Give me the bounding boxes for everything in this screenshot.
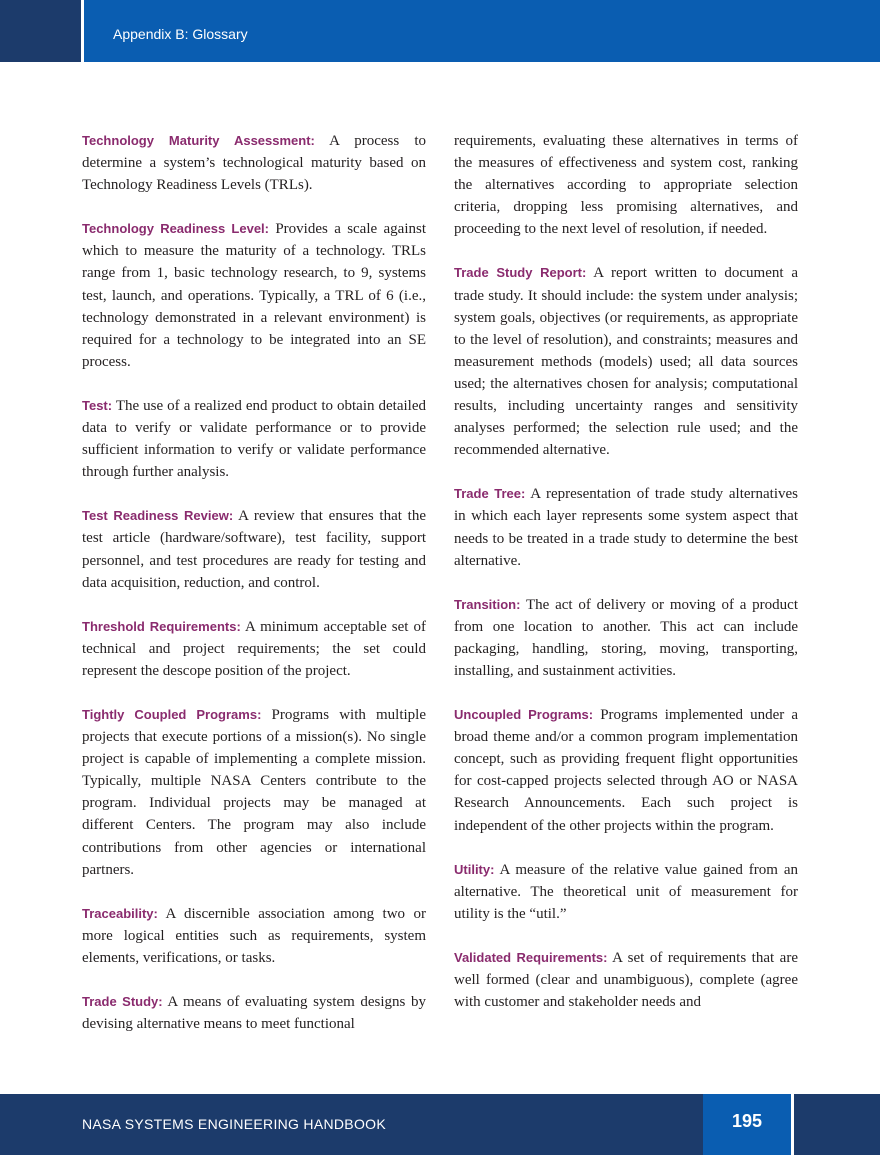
- glossary-entry: [454, 859, 798, 925]
- glossary-term: Technology Readiness Level:: [82, 221, 269, 237]
- glossary-definition: A measure of the relative value gained from an alternative. The theoretical unit of measurement for utility is the “util.”: [454, 861, 798, 922]
- glossary-entry: [82, 505, 426, 593]
- glossary-term: Technology Maturity Assessment:: [82, 133, 315, 148]
- glossary-entry: [454, 483, 798, 571]
- glossary-definition: A report written to document a trade study. It should include: the system under analysis; system goals, objectives (or requirements, as appropriate to the level of resolution), and constraints; measures and measurement methods (models) used; all data sources used; the alternatives chosen for analysis; computational results, including uncertainty ranges and sensitivity analyses performed; the selection rule used; and the recommended alternative.: [454, 265, 798, 459]
- glossary-term: Tightly Coupled Programs:: [82, 706, 262, 722]
- glossary-definition: A representation of trade study alternatives in which each layer represents some system aspect that needs to be treated in a trade study to determine the best alternative.: [454, 486, 799, 569]
- glossary-term: Test Readiness Review:: [82, 508, 234, 524]
- glossary-term: Transition:: [454, 596, 521, 612]
- glossary-entry: [454, 704, 798, 837]
- glossary-entry: [82, 704, 426, 881]
- glossary-entry: [82, 130, 426, 196]
- glossary-definition: A discernible association among two or more logical entities such as requirements, system elements, verifications, or tasks.: [82, 905, 426, 966]
- left-column: [82, 130, 426, 1057]
- glossary-continuation: requirements, evaluating these alternatives in terms of the measures of effectiveness and system cost, ranking the alternatives according to appropriate selection criteria, dropping less promising alternatives, and proceeding to the next level of resolution, if needed.: [454, 133, 798, 238]
- glossary-term: Test:: [82, 397, 113, 413]
- glossary-term: Trade Tree:: [454, 486, 526, 502]
- glossary-definition: A means of evaluating system designs by devising alternative means to meet functional: [82, 994, 426, 1033]
- footer-divider: [791, 1094, 794, 1155]
- glossary-term: Uncoupled Programs:: [454, 707, 594, 723]
- glossary-term: Utility:: [454, 861, 495, 877]
- glossary-term: Trade Study:: [82, 994, 163, 1009]
- glossary-term: Threshold Requirements:: [82, 618, 241, 634]
- glossary-entry: [82, 616, 426, 682]
- glossary-definition: A minimum acceptable set of technical and project requirements; the set could represent the descope position of the project.: [82, 618, 426, 679]
- page-number: 195: [731, 1111, 763, 1131]
- glossary-entry: [454, 594, 798, 682]
- glossary-entry: [82, 903, 426, 969]
- glossary-entry: [82, 991, 426, 1035]
- glossary-entry: [82, 395, 426, 483]
- glossary-term: Traceability:: [82, 905, 158, 921]
- glossary-term: Trade Study Report:: [454, 265, 587, 281]
- glossary-definition: The use of a realized end product to obtain detailed data to verify or validate performance or to provide sufficient information to verify or validate performance through further analysis.: [82, 397, 426, 481]
- glossary-entry: [454, 947, 798, 1013]
- header-corner-block: [0, 0, 81, 62]
- running-header-title: Appendix B: Glossary: [113, 26, 248, 42]
- glossary-definition: A process to determine a system’s technological maturity based on Technology Readiness Levels (TRLs).: [82, 133, 426, 194]
- glossary-definition: Provides a scale against which to measure the maturity of a technology. TRLs range from 1, basic technology research, to 9, systems test, launch, and operations. Typically, a TRL of 6 (i.e., technology demonstrated in a relevant environment) is required for a technology to be integrated into an SE process.: [82, 221, 426, 370]
- glossary-definition: Programs implemented under a broad theme and/or a common program implementation concept, such as providing frequent flight opportunities for cost-capped projects selected through AO or NASA Research Announcements. Each such project is independent of the other projects within the program.: [454, 707, 799, 834]
- glossary-entry: [454, 262, 798, 461]
- header-divider: [81, 0, 84, 62]
- glossary-term: Validated Requirements:: [454, 949, 608, 965]
- glossary-entry: [82, 218, 426, 373]
- glossary-definition: The act of delivery or moving of a product from one location to another. This act can include packaging, handling, storing, moving, transporting, installing, and sustainment activities.: [454, 596, 798, 679]
- glossary-definition: A set of requirements that are well formed (clear and unambiguous), complete (agree with customer and stakeholder needs and: [454, 949, 798, 1011]
- glossary-definition: A review that ensures that the test article (hardware/software), test facility, support personnel, and test procedures are ready for testing and data acquisition, reduction, and control.: [82, 508, 426, 591]
- footer-title: NASA SYSTEMS ENGINEERING HANDBOOK: [82, 1116, 386, 1132]
- right-column: [454, 130, 798, 1035]
- glossary-definition: Programs with multiple projects that execute portions of a mission(s). No single project is capable of implementing a complete mission. Typically, multiple NASA Centers contribute to the program. Individual projects may be managed at different Centers. The program may also include contributions from other agencies or international partners.: [82, 706, 426, 878]
